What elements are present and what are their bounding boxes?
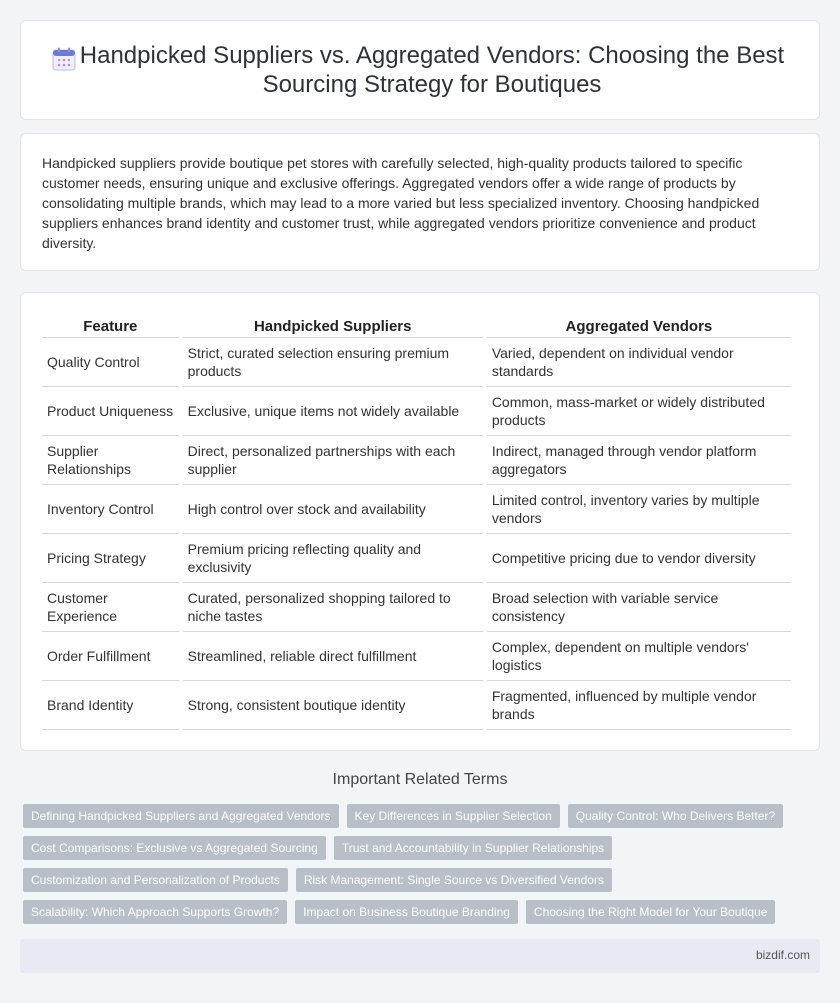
handpicked-cell: Curated, personalized shopping tailored to niche tastes bbox=[183, 583, 483, 632]
related-tag[interactable]: Customization and Personalization of Products bbox=[23, 868, 288, 892]
table-row bbox=[42, 338, 791, 387]
footer-site-link[interactable]: bizdif.com bbox=[755, 948, 810, 962]
aggregated-cell: Complex, dependent on multiple vendors' logistics bbox=[487, 632, 791, 681]
header-card bbox=[20, 20, 820, 120]
feature-cell: Quality Control bbox=[42, 338, 179, 387]
header-aggregated: Aggregated Vendors bbox=[487, 316, 791, 338]
aggregated-cell: Broad selection with variable service consistency bbox=[487, 583, 791, 632]
intro-card bbox=[20, 133, 820, 271]
handpicked-cell: Premium pricing reflecting quality and exclusivity bbox=[183, 534, 483, 583]
aggregated-cell: Fragmented, influenced by multiple vendor brands bbox=[487, 681, 791, 730]
intro-paragraph: Handpicked suppliers provide boutique pet stores with carefully selected, high-quality products tailored to specific customer needs, ensuring unique and exclusive offerings. Aggregated vendors offer a wide range of products by consolidating multiple brands, which may lead to a more varied but less specialized inventory. Choosing handpicked suppliers enhances brand identity and customer trust, while aggregated vendors prioritize convenience and product diversity. bbox=[42, 155, 760, 251]
feature-cell: Order Fulfillment bbox=[42, 632, 179, 681]
tag-row bbox=[23, 804, 823, 828]
tag-row bbox=[23, 900, 823, 924]
table-row bbox=[42, 534, 791, 583]
handpicked-cell: Streamlined, reliable direct fulfillment bbox=[183, 632, 483, 681]
header-handpicked: Handpicked Suppliers bbox=[183, 316, 483, 338]
table-row bbox=[42, 485, 791, 534]
related-tag[interactable]: Cost Comparisons: Exclusive vs Aggregated Sourcing bbox=[23, 836, 326, 860]
tag-row bbox=[23, 836, 823, 860]
table-row bbox=[42, 681, 791, 730]
related-tag[interactable]: Defining Handpicked Suppliers and Aggregated Vendors bbox=[23, 804, 339, 828]
handpicked-cell: Exclusive, unique items not widely available bbox=[183, 387, 483, 436]
handpicked-cell: Strong, consistent boutique identity bbox=[183, 681, 483, 730]
related-tag[interactable]: Key Differences in Supplier Selection bbox=[347, 804, 560, 828]
comparison-card bbox=[20, 292, 820, 751]
aggregated-cell: Competitive pricing due to vendor diversity bbox=[487, 534, 791, 583]
related-tag[interactable]: Scalability: Which Approach Supports Growth? bbox=[23, 900, 287, 924]
handpicked-cell: Strict, curated selection ensuring premium products bbox=[183, 338, 483, 387]
feature-cell: Inventory Control bbox=[42, 485, 179, 534]
related-tag[interactable]: Impact on Business Boutique Branding bbox=[295, 900, 518, 924]
footer bbox=[20, 939, 820, 973]
tag-row bbox=[23, 868, 823, 892]
feature-cell: Supplier Relationships bbox=[42, 436, 179, 485]
related-tag[interactable]: Quality Control: Who Delivers Better? bbox=[568, 804, 783, 828]
related-terms-tags bbox=[23, 804, 823, 932]
comparison-table bbox=[38, 316, 795, 730]
related-tag[interactable]: Choosing the Right Model for Your Boutique bbox=[526, 900, 776, 924]
feature-cell: Customer Experience bbox=[42, 583, 179, 632]
related-tag[interactable]: Risk Management: Single Source vs Diversified Vendors bbox=[296, 868, 612, 892]
header-feature: Feature bbox=[42, 316, 179, 338]
table-row bbox=[42, 436, 791, 485]
table-row bbox=[42, 632, 791, 681]
table-row bbox=[42, 387, 791, 436]
handpicked-cell: High control over stock and availability bbox=[183, 485, 483, 534]
related-tag[interactable]: Trust and Accountability in Supplier Relationships bbox=[334, 836, 612, 860]
table-row bbox=[42, 583, 791, 632]
aggregated-cell: Varied, dependent on individual vendor standards bbox=[487, 338, 791, 387]
feature-cell: Pricing Strategy bbox=[42, 534, 179, 583]
table-header-row bbox=[42, 316, 791, 338]
page-title: Handpicked Suppliers vs. Aggregated Vendors: Choosing the Best Sourcing Strategy for Boutiques bbox=[79, 42, 785, 98]
related-terms-title: Important Related Terms bbox=[332, 771, 508, 788]
feature-cell: Brand Identity bbox=[42, 681, 179, 730]
aggregated-cell: Limited control, inventory varies by multiple vendors bbox=[487, 485, 791, 534]
aggregated-cell: Common, mass-market or widely distributed products bbox=[487, 387, 791, 436]
feature-cell: Product Uniqueness bbox=[42, 387, 179, 436]
handpicked-cell: Direct, personalized partnerships with each supplier bbox=[183, 436, 483, 485]
aggregated-cell: Indirect, managed through vendor platform aggregators bbox=[487, 436, 791, 485]
